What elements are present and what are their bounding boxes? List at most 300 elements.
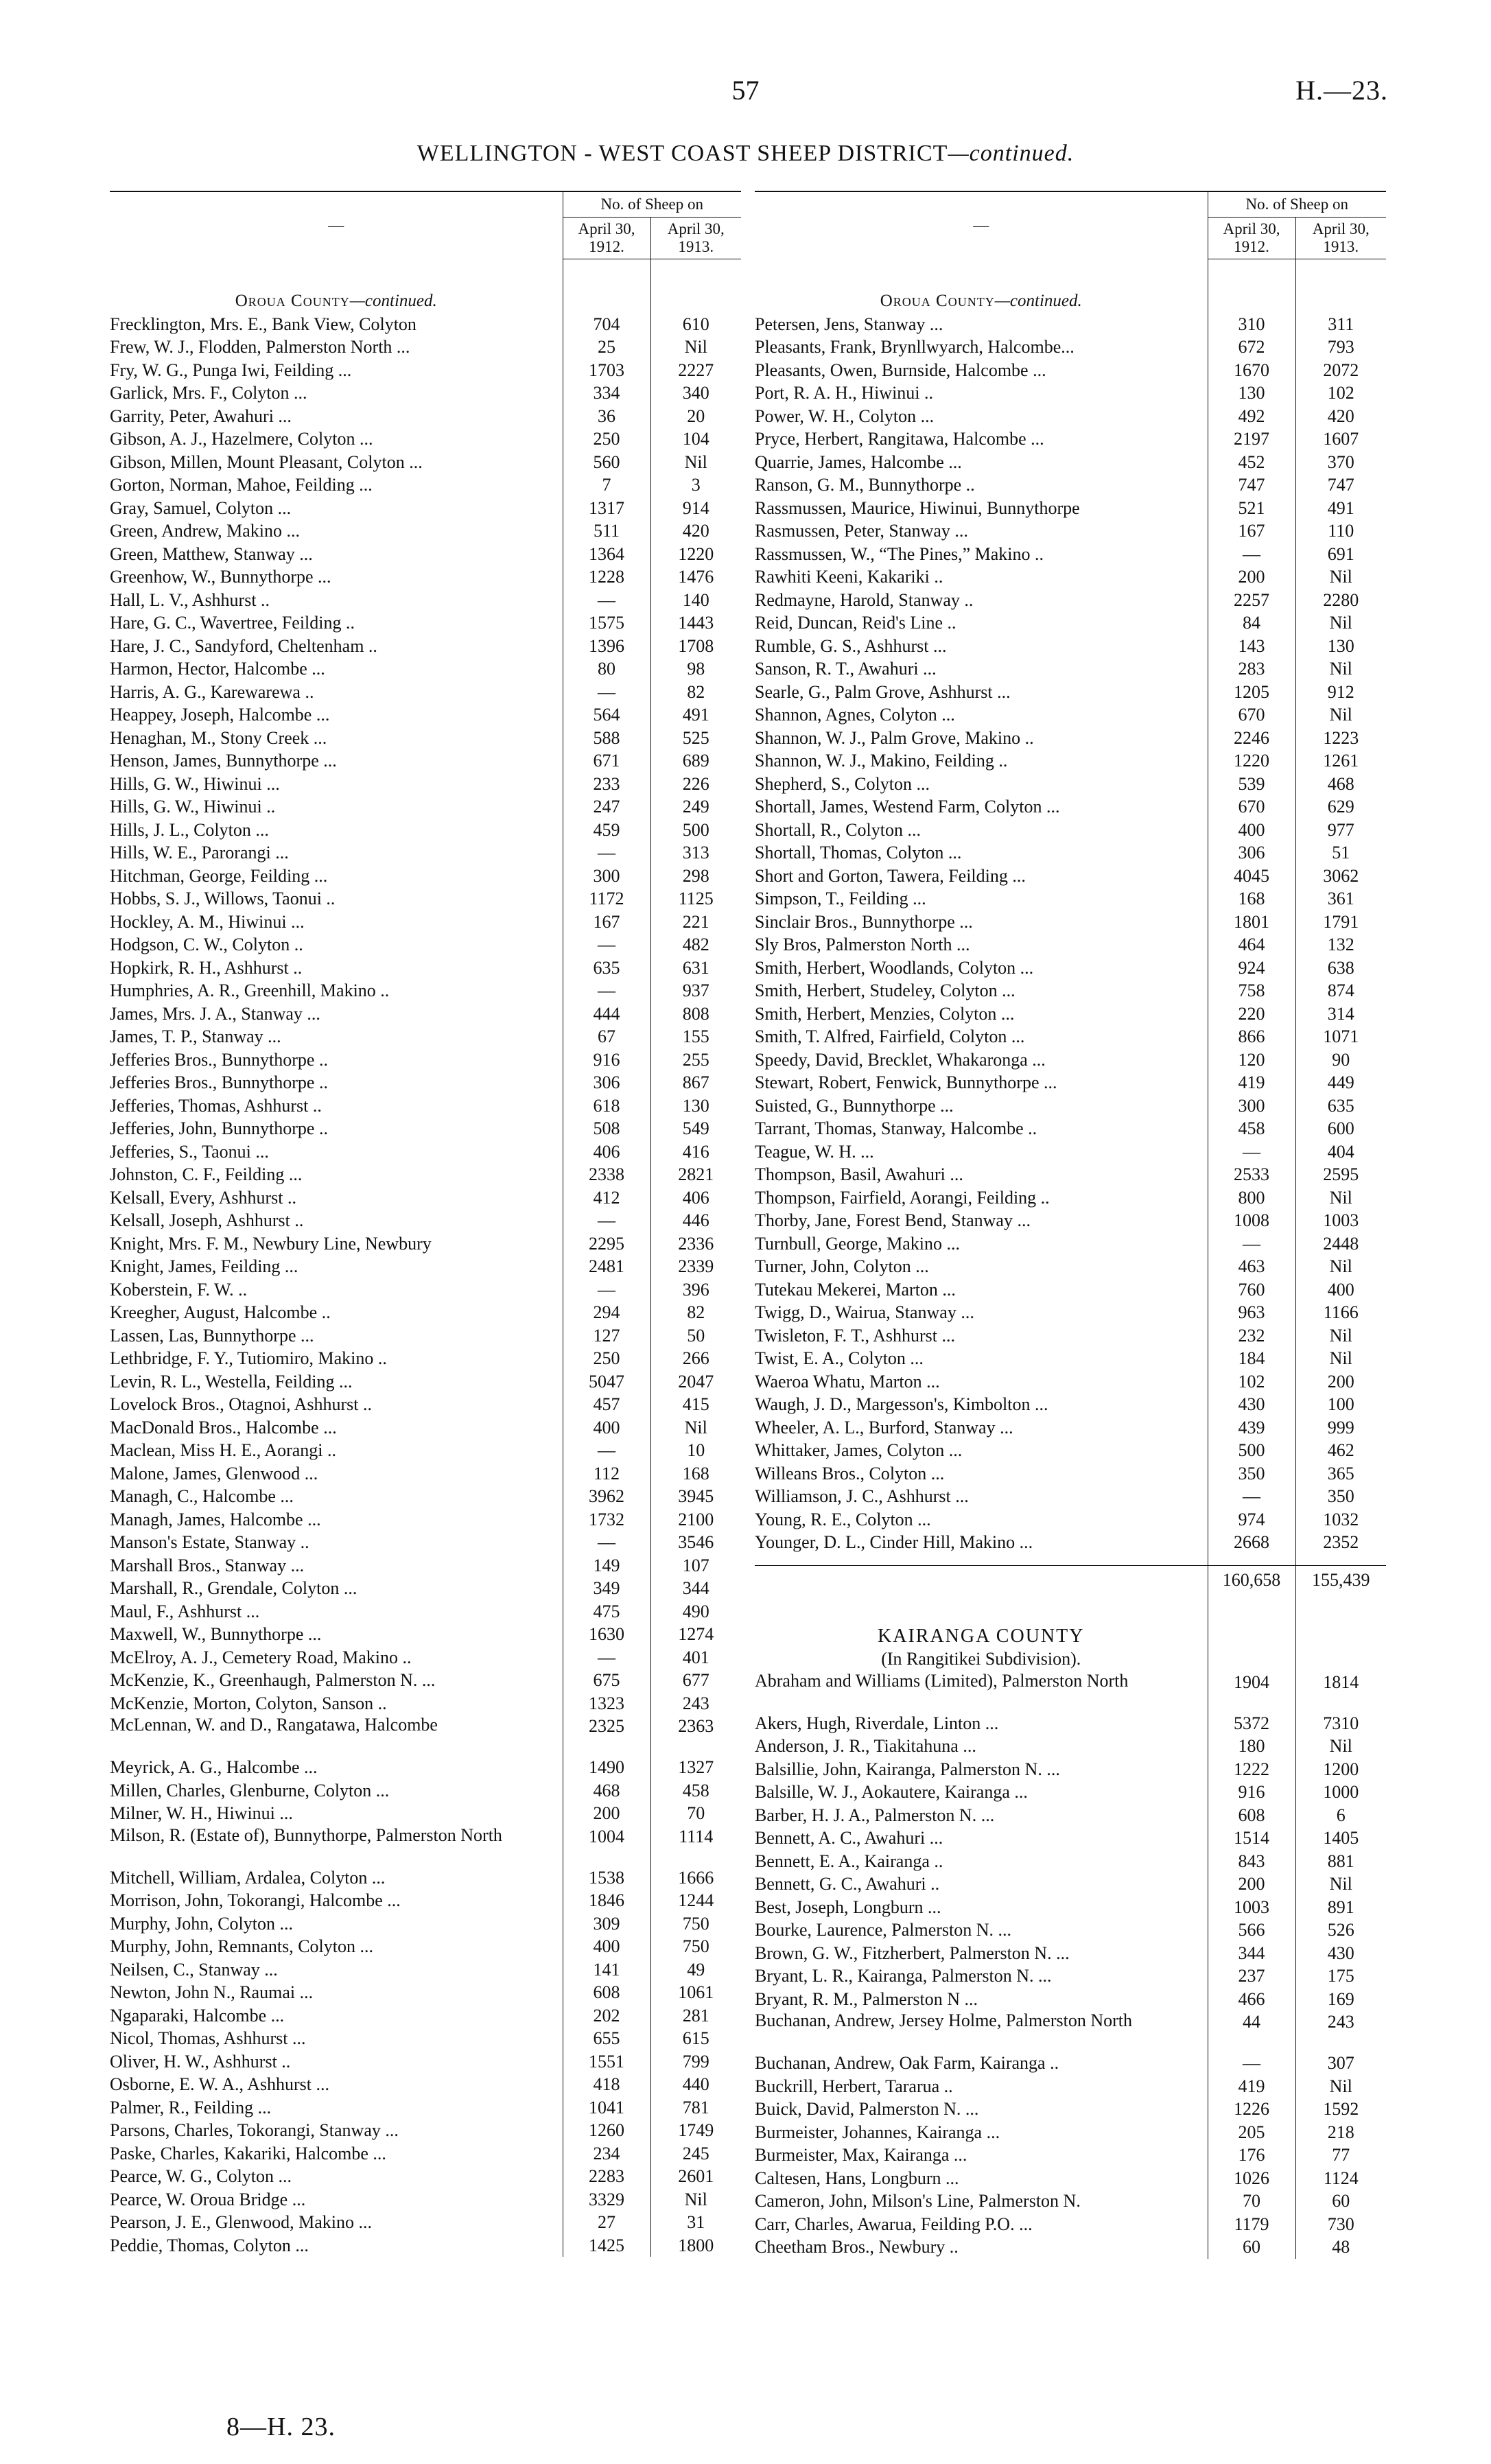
sheep-1913: 50: [687, 1325, 705, 1346]
owner-name: Rassmussen, W., “The Pines,” Makino ..: [755, 543, 1044, 564]
sheep-1912: 459: [563, 819, 650, 842]
sheep-1913: 100: [1327, 1394, 1354, 1414]
owner-name: Rawhiti Keeni, Kakariki ..: [755, 567, 943, 587]
sheep-1913: 243: [1327, 2012, 1354, 2032]
owner-name: Power, W. H., Colyton ...: [755, 406, 935, 426]
sheep-1912: 400: [1208, 819, 1295, 842]
sheep-1913: 104: [682, 429, 709, 449]
owner-name: Hills, J. L., Colyton ...: [110, 819, 269, 840]
table-row: [110, 1416, 741, 1440]
sheep-1913: 7310: [1323, 1713, 1359, 1733]
table-row: [755, 2167, 1386, 2190]
table-row: [110, 382, 741, 405]
spacer-cell: [110, 259, 563, 290]
sheep-1913: 881: [1327, 1851, 1354, 1871]
sheep-1913: 361: [1327, 889, 1354, 908]
left-column: [110, 191, 741, 2257]
owner-name: Parsons, Charles, Tokorangi, Stanway ...: [110, 2120, 399, 2140]
sheep-1913: 1274: [678, 1624, 714, 1644]
table-row: [755, 957, 1386, 980]
sheep-1912: —: [563, 1278, 650, 1302]
table-row: [755, 1048, 1386, 1072]
sheep-1913: 1814: [1323, 1671, 1359, 1692]
owner-name: Rumble, G. S., Ashhurst ...: [755, 635, 947, 656]
table-row: [755, 933, 1386, 957]
table-row: [755, 1416, 1386, 1440]
table-row: [110, 1278, 741, 1302]
sheep-1913: 420: [1327, 406, 1354, 426]
sheep-1912: —: [563, 1531, 650, 1554]
table-row: [755, 519, 1386, 543]
sheep-1912: 344: [1208, 1942, 1295, 1965]
sheep-1912: 1801: [1208, 911, 1295, 934]
sheep-1913: 98: [687, 659, 705, 679]
sheep-1913: 689: [682, 751, 709, 771]
header-year-1913: April 30, 1913.: [650, 218, 741, 259]
sheep-1913: 793: [1327, 337, 1354, 357]
spacer-cell: [650, 259, 741, 290]
table-row: [755, 1781, 1386, 1804]
sheep-1913: Nil: [1329, 1348, 1352, 1368]
table-row: [110, 1485, 741, 1508]
table-row: [755, 657, 1386, 681]
table-row: [755, 727, 1386, 750]
owner-name: Harris, A. G., Karewarewa ..: [110, 681, 314, 702]
sheep-1912: —: [1208, 1232, 1295, 1256]
sheep-1912: 655: [563, 2027, 650, 2050]
owner-name: Fry, W. G., Punga Iwi, Feilding ...: [110, 360, 352, 380]
table-row: [110, 2050, 741, 2074]
owner-name: Twigg, D., Wairua, Stanway ...: [755, 1302, 974, 1322]
sheep-1913: 615: [682, 2028, 709, 2048]
owner-name: Smith, T. Alfred, Fairfield, Colyton ...: [755, 1026, 1025, 1046]
table-row: [755, 1071, 1386, 1094]
sheep-1913: Nil: [1329, 567, 1352, 587]
table-row: [755, 1370, 1386, 1394]
sheep-1913: 2601: [678, 2166, 714, 2186]
sheep-1913: 370: [1327, 451, 1354, 472]
owner-name: Gray, Samuel, Colyton ...: [110, 497, 292, 518]
table-row: [755, 773, 1386, 796]
sheep-1913: 999: [1327, 1417, 1354, 1438]
sheep-1913: 491: [682, 705, 709, 725]
sheep-1912: 974: [1208, 1508, 1295, 1532]
owner-name: Rassmussen, Maurice, Hiwinui, Bunnythorpe: [755, 497, 1080, 518]
sheep-1912: 635: [563, 957, 650, 980]
sheep-1913: 1223: [1323, 727, 1359, 748]
kairanga-subtitle: (In Rangitikei Subdivision).: [881, 1649, 1081, 1669]
table-row: [110, 1048, 741, 1072]
sheep-1913: 1124: [1323, 2168, 1359, 2188]
table-row: [755, 1232, 1386, 1256]
section-continued: —continued.: [994, 292, 1082, 310]
owner-name: Searle, G., Palm Grove, Ashhurst ...: [755, 681, 1011, 702]
sheep-1912: 2481: [563, 1255, 650, 1278]
sheep-1913: 462: [1327, 1440, 1354, 1460]
table-row: [110, 1958, 741, 1982]
spacer-cell: [1295, 1554, 1386, 1566]
owner-name: Maxwell, W., Bunnythorpe ...: [110, 1624, 322, 1644]
owner-name: Shannon, W. J., Palm Grove, Makino ..: [755, 727, 1034, 748]
sheep-1913: 1261: [1323, 751, 1359, 771]
owner-name: Koberstein, F. W. ..: [110, 1279, 248, 1300]
table-row: [755, 2236, 1386, 2259]
sheep-1913: 977: [1327, 819, 1354, 840]
owner-name: Sanson, R. T., Awahuri ...: [755, 659, 937, 679]
owner-name: McElroy, A. J., Cemetery Road, Makino ..: [110, 1647, 412, 1667]
table-row: [110, 911, 741, 934]
sheep-1912: 1004: [563, 1825, 650, 1866]
sheep-1913: 747: [1327, 475, 1354, 495]
sheep-1913: 458: [682, 1780, 709, 1800]
sheep-1912: 1205: [1208, 681, 1295, 704]
sheep-1913: 500: [682, 819, 709, 840]
owner-name: Shannon, Agnes, Colyton ...: [755, 705, 955, 725]
sheep-1912: 670: [1208, 795, 1295, 819]
sheep-1912: 220: [1208, 1002, 1295, 1026]
owner-name: Quarrie, James, Halcombe ...: [755, 451, 962, 472]
sheep-1912: 5372: [1208, 1712, 1295, 1735]
table-row: [110, 1756, 741, 1779]
owner-name: Tarrant, Thomas, Stanway, Halcombe ..: [755, 1118, 1037, 1138]
sheep-1913: 750: [682, 1936, 709, 1956]
sheep-1913: 1405: [1323, 1828, 1359, 1848]
sheep-1912: 80: [563, 657, 650, 681]
table-row: [110, 1692, 741, 1715]
owner-name: Pleasants, Frank, Brynllwyarch, Halcombe...: [755, 337, 1075, 357]
sheep-1913: 102: [1327, 383, 1354, 403]
spacer-cell: [1208, 259, 1295, 290]
empty-cell: [563, 290, 650, 313]
sheep-1912: 1575: [563, 611, 650, 635]
table-row: [755, 1301, 1386, 1324]
sheep-1912: 102: [1208, 1370, 1295, 1394]
header-dash: —: [110, 191, 563, 259]
owner-name: Maclean, Miss H. E., Aorangi ..: [110, 1440, 337, 1460]
sheep-1912: 1003: [1208, 1896, 1295, 1919]
owner-name: Port, R. A. H., Hiwinui ..: [755, 383, 934, 403]
sheep-1912: 176: [1208, 2144, 1295, 2167]
owner-name: Meyrick, A. G., Halcombe ...: [110, 1757, 318, 1777]
sheep-1913: 549: [682, 1118, 709, 1138]
sheep-1913: 255: [682, 1049, 709, 1070]
sheep-1913: 82: [687, 681, 705, 702]
sheep-1912: 1228: [563, 565, 650, 589]
table-row: [755, 1919, 1386, 1942]
owner-name: Thompson, Fairfield, Aorangi, Feilding ..: [755, 1187, 1050, 1208]
sheep-1912: 457: [563, 1393, 650, 1416]
sheep-1912: 309: [563, 1912, 650, 1936]
sheep-1913: 396: [682, 1279, 709, 1300]
sheep-1913: 1071: [1323, 1026, 1359, 1046]
owner-name: Humphries, A. R., Greenhill, Makino ..: [110, 981, 390, 1000]
table-row: [110, 1981, 741, 2004]
owner-name: Milson, R. (Estate of), Bunnythorpe, Palmerston North: [110, 1824, 502, 1845]
owner-name: Shortall, James, Westend Farm, Colyton ...: [755, 797, 1060, 817]
sheep-1912: 310: [1208, 313, 1295, 336]
table-row: [110, 2073, 741, 2096]
owner-name: Younger, D. L., Cinder Hill, Makino ...: [755, 1532, 1033, 1552]
owner-name: Tutekau Mekerei, Marton ...: [755, 1279, 956, 1300]
owner-name: Peddie, Thomas, Colyton ...: [110, 2235, 309, 2255]
table-row: [110, 1669, 741, 1692]
sheep-1913: Nil: [1329, 1325, 1352, 1346]
sheep-1913: 1244: [678, 1890, 714, 1910]
table-row: [755, 473, 1386, 497]
total-label: [755, 1565, 1208, 1595]
sheep-1913: 491: [1327, 497, 1354, 518]
heading-continued: —continued.: [948, 141, 1075, 166]
sheep-1913: 446: [682, 1210, 709, 1230]
table-row: [110, 1255, 741, 1278]
sheep-1912: 430: [1208, 1393, 1295, 1416]
owner-name: Palmer, R., Feilding ...: [110, 2097, 272, 2117]
table-row: [755, 589, 1386, 612]
sheep-1912: 1364: [563, 543, 650, 566]
sheep-1913: 110: [1328, 521, 1354, 541]
sheep-1913: 1443: [678, 613, 714, 633]
sheep-1913: 1666: [678, 1867, 714, 1888]
sheep-1912: 1008: [1208, 1209, 1295, 1232]
kairanga-heading-row: [755, 1625, 1386, 1648]
table-row: [755, 1671, 1386, 1712]
sheep-1913: 2227: [678, 360, 714, 380]
empty-cell: [1295, 290, 1386, 313]
table-row: [110, 1002, 741, 1026]
table-row: [755, 1278, 1386, 1302]
table-row: [755, 427, 1386, 451]
sheep-1912: 1538: [563, 1866, 650, 1890]
sheep-1912: 167: [1208, 519, 1295, 543]
sheep-1913: 2595: [1323, 1164, 1359, 1184]
sheep-1912: 475: [563, 1600, 650, 1623]
sheep-1913: 490: [682, 1601, 709, 1621]
sheep-1913: 175: [1327, 1966, 1354, 1986]
sheep-1912: 180: [1208, 1735, 1295, 1758]
owner-name: Turnbull, George, Makino ...: [755, 1233, 960, 1254]
header-dash: —: [755, 191, 1208, 259]
sheep-1912: 1026: [1208, 2167, 1295, 2190]
owner-name: Kelsall, Every, Ashhurst ..: [110, 1187, 296, 1208]
sheep-1912: 5047: [563, 1370, 650, 1394]
table-row: [755, 2075, 1386, 2098]
sheep-1912: 250: [563, 1347, 650, 1370]
sheep-1912: 419: [1208, 2075, 1295, 2098]
table-row: [110, 1889, 741, 1912]
sheep-1912: 1323: [563, 1692, 650, 1715]
sheep-1912: 250: [563, 427, 650, 451]
table-row: [755, 1002, 1386, 1026]
table-row: [755, 611, 1386, 635]
section-heading: [110, 290, 563, 313]
owner-name: Wheeler, A. L., Burford, Stanway ...: [755, 1417, 1013, 1438]
spacer-row: [755, 1595, 1386, 1625]
sheep-1912: 234: [563, 2142, 650, 2166]
section-heading-row: [755, 290, 1386, 313]
sheep-1912: 468: [563, 1779, 650, 1803]
owner-name: Manson's Estate, Stanway ..: [110, 1532, 309, 1552]
table-row: [110, 589, 741, 612]
sheep-1913: 3945: [678, 1486, 714, 1506]
sheep-1913: 2821: [678, 1164, 714, 1184]
sheep-1912: 36: [563, 405, 650, 428]
sheep-1912: 27: [563, 2211, 650, 2234]
sheep-1913: 2339: [678, 1256, 714, 1276]
right-sheep-table: [755, 191, 1386, 2259]
sheep-1912: —: [563, 1646, 650, 1669]
owner-name: Thompson, Basil, Awahuri ...: [755, 1164, 963, 1184]
table-row: [755, 2121, 1386, 2144]
table-row: [110, 1324, 741, 1348]
table-row: [110, 1715, 741, 1756]
table-row: [110, 933, 741, 957]
sheep-1913: 799: [682, 2051, 709, 2072]
spacer-row: [110, 259, 741, 290]
table-row: [110, 1935, 741, 1958]
table-row: [755, 1324, 1386, 1348]
sheep-1913: 2352: [1323, 1532, 1359, 1552]
sheep-1913: 638: [1327, 957, 1354, 978]
sheep-1912: 843: [1208, 1850, 1295, 1873]
sheep-1912: 200: [1208, 1873, 1295, 1896]
header-year-1912: April 30, 1912.: [1208, 218, 1295, 259]
table-row: [755, 405, 1386, 428]
sheep-1912: 1396: [563, 635, 650, 658]
sheep-1913: 155: [682, 1026, 709, 1046]
owner-name: Milner, W. H., Hiwinui ...: [110, 1803, 293, 1823]
owner-name: Bryant, R. M., Palmerston N ...: [755, 1988, 978, 2009]
owner-name: Managh, James, Halcombe ...: [110, 1509, 321, 1529]
sheep-1913: 365: [1327, 1463, 1354, 1483]
owner-name: Nicol, Thomas, Ashhurst ...: [110, 2028, 306, 2048]
sheep-1912: 539: [1208, 773, 1295, 796]
owner-name: Hills, G. W., Hiwinui ...: [110, 773, 280, 794]
sheep-1912: 60: [1208, 2236, 1295, 2259]
owner-name: Caltesen, Hans, Longburn ...: [755, 2168, 959, 2188]
sheep-1912: 452: [1208, 451, 1295, 474]
owner-name: Brown, G. W., Fitzherbert, Palmerston N. ...: [755, 1943, 1070, 1963]
sheep-1912: 400: [563, 1935, 650, 1958]
table-row: [755, 1964, 1386, 1988]
owner-name: Lassen, Las, Bunnythorpe ...: [110, 1325, 314, 1346]
table-row: [755, 1485, 1386, 1508]
sheep-1912: 1732: [563, 1508, 650, 1532]
table-row: [755, 749, 1386, 773]
sheep-1913: 168: [682, 1463, 709, 1483]
sheep-1912: 127: [563, 1324, 650, 1348]
sheep-1913: 281: [682, 2005, 709, 2026]
sheep-1913: 1061: [678, 1982, 714, 2002]
sheep-1912: —: [563, 681, 650, 704]
sheep-1912: 608: [1208, 1804, 1295, 1827]
sheep-1913: Nil: [684, 337, 707, 357]
spacer-row: [755, 259, 1386, 290]
sheep-1912: 7: [563, 473, 650, 497]
sheep-1913: 1114: [679, 1826, 714, 1846]
table-row: [110, 1531, 741, 1554]
sheep-1912: —: [563, 979, 650, 1002]
sheep-1913: 107: [682, 1555, 709, 1575]
owner-name: Marshall, R., Grendale, Colyton ...: [110, 1578, 357, 1598]
empty-cell: [1208, 1647, 1295, 1671]
owner-name: Burmeister, Johannes, Kairanga ...: [755, 2122, 1000, 2142]
empty-cell: [1208, 290, 1295, 313]
sheep-1913: 415: [682, 1394, 709, 1414]
sheep-1913: 1592: [1323, 2099, 1359, 2119]
sheep-1913: 2363: [678, 1716, 714, 1736]
owner-name: Waeroa Whatu, Marton ...: [755, 1371, 940, 1392]
table-row: [755, 1163, 1386, 1186]
sheep-1912: 1041: [563, 2096, 650, 2120]
owner-name: Frew, W. J., Flodden, Palmerston North ...: [110, 337, 410, 357]
table-row: [755, 2213, 1386, 2236]
table-row: [110, 1163, 741, 1186]
sheep-1912: —: [563, 1209, 650, 1232]
section-heading-row: [110, 290, 741, 313]
sheep-1913: 350: [1327, 1486, 1354, 1506]
table-row: [755, 1209, 1386, 1232]
sheep-1913: 82: [687, 1302, 705, 1322]
table-row: [110, 1462, 741, 1486]
table-row: [755, 1804, 1386, 1827]
sheep-1912: 283: [1208, 657, 1295, 681]
table-row: [755, 1735, 1386, 1758]
sheep-1912: 200: [1208, 565, 1295, 589]
sheep-1912: 205: [1208, 2121, 1295, 2144]
table-row: [110, 313, 741, 336]
table-row: [755, 2190, 1386, 2213]
owner-name: Jefferies Bros., Bunnythorpe ..: [110, 1072, 328, 1092]
owner-name: Anderson, J. R., Tiakitahuna ...: [755, 1736, 976, 1756]
owner-name: Knight, James, Feilding ...: [110, 1256, 298, 1276]
table-row: [110, 2004, 741, 2028]
sheep-1912: 1904: [1208, 1671, 1295, 1712]
owner-name: Frecklington, Mrs. E., Bank View, Colyton: [110, 314, 416, 334]
sheep-1913: 2448: [1323, 1233, 1359, 1254]
table-row: [110, 703, 741, 727]
sheep-1912: 1630: [563, 1623, 650, 1646]
owner-name: Bennett, A. C., Awahuri ...: [755, 1828, 943, 1848]
owner-name: Millen, Charles, Glenburne, Colyton ...: [110, 1780, 390, 1800]
sheep-1913: 525: [682, 727, 709, 748]
table-row: [755, 1094, 1386, 1118]
sheep-1912: 747: [1208, 473, 1295, 497]
sheep-1912: —: [1208, 1485, 1295, 1508]
sheep-1912: 1220: [1208, 749, 1295, 773]
sheep-1913: Nil: [1329, 705, 1352, 725]
spacer-cell: [1208, 1595, 1295, 1625]
owner-name: Buick, David, Palmerston N. ...: [755, 2099, 979, 2119]
table-row: [110, 2027, 741, 2050]
table-row: [110, 1094, 741, 1118]
table-row: [110, 1802, 741, 1825]
owner-name: Maul, F., Ashhurst ...: [110, 1601, 260, 1621]
sheep-1913: 401: [682, 1647, 709, 1667]
sheep-1912: 167: [563, 911, 650, 934]
sheep-1913: 70: [687, 1803, 705, 1823]
owner-name: Gorton, Norman, Mahoe, Feilding ...: [110, 475, 373, 495]
page-number: 57: [731, 75, 760, 106]
table-row: [110, 451, 741, 474]
table-row: [110, 1071, 741, 1094]
owner-name: Ngaparaki, Halcombe ...: [110, 2005, 285, 2026]
sheep-1912: 444: [563, 1002, 650, 1026]
table-row: [110, 819, 741, 842]
sheep-1912: —: [1208, 1140, 1295, 1164]
sheep-1913: 2047: [678, 1371, 714, 1392]
table-row: [110, 841, 741, 865]
owner-name: Twist, E. A., Colyton ...: [755, 1348, 924, 1368]
